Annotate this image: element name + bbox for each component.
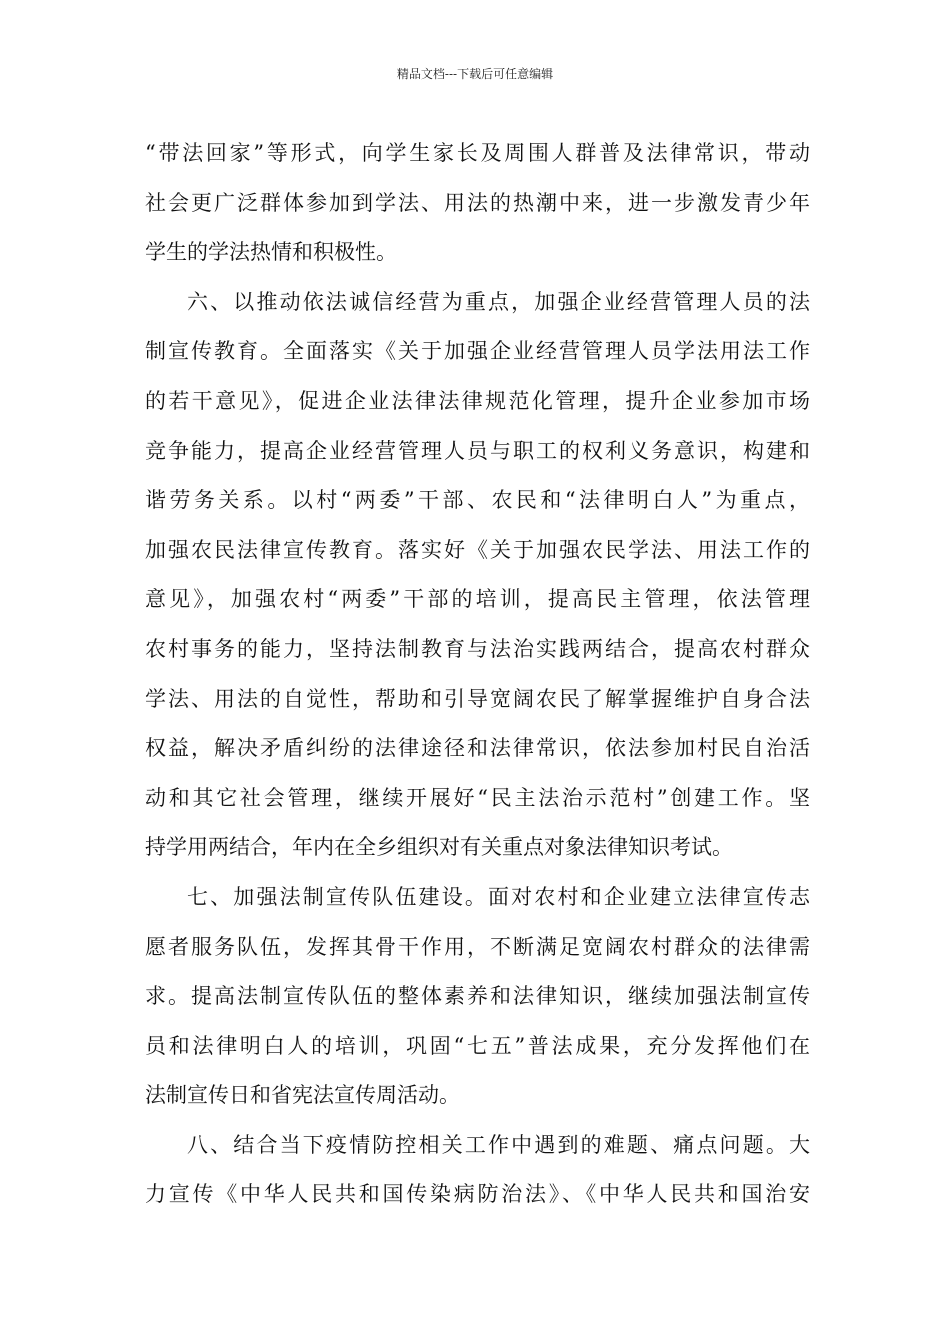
document-body <box>145 129 810 1220</box>
text-line: 法制宣传日和省宪法宣传周活动。 <box>145 1083 460 1108</box>
paragraph-start-line: 八、结合当下疫情防控相关工作中遇到的难题、痛点问题。大 <box>187 1132 810 1157</box>
paragraph-start-line: 六、以推动依法诚信经营为重点，加强企业经营管理人员的法 <box>187 289 810 314</box>
text-line: 社会更广泛群体参加到学法、用法的热潮中来，进一步激发青少年 <box>145 190 810 215</box>
text-line: “带法回家”等形式，向学生家长及周围人群普及法律常识，带动 <box>145 141 810 165</box>
text-line: 制宣传教育。全面落实《关于加强企业经营管理人员学法用法工作 <box>145 339 810 364</box>
text-line: 求。提高法制宣传队伍的整体素养和法律知识，继续加强法制宣传 <box>145 984 810 1009</box>
text-line: 意见》，加强农村“两委”干部的培训，提高民主管理，依法管理 <box>145 587 810 612</box>
text-line: 竞争能力，提高企业经营管理人员与职工的权利义务意识，构建和 <box>145 438 810 463</box>
text-line: 的若干意见》，促进企业法律法律规范化管理，提升企业参加市场 <box>145 388 810 413</box>
page-header: 精品文档---下载后可任意编辑 <box>396 67 554 81</box>
text-line: 谐劳务关系。以村“两委”干部、农民和“法律明白人”为重点， <box>145 488 810 513</box>
text-line: 愿者服务队伍，发挥其骨干作用，不断满足宽阔农村群众的法律需 <box>145 934 810 959</box>
text-line: 权益，解决矛盾纠纷的法律途径和法律常识，依法参加村民自治活 <box>145 736 810 761</box>
text-line: 加强农民法律宣传教育。落实好《关于加强农民学法、用法工作的 <box>145 537 810 562</box>
text-line: 学法、用法的自觉性，帮助和引导宽阔农民了解掌握维护自身合法 <box>145 686 810 711</box>
text-line: 员和法律明白人的培训，巩固“七五”普法成果，充分发挥他们在 <box>145 1033 810 1058</box>
text-line: 学生的学法热情和积极性。 <box>145 240 397 265</box>
text-line: 持学用两结合，年内在全乡组织对有关重点对象法律知识考试。 <box>145 835 733 860</box>
text-line: 力宣传《中华人民共和国传染病防治法》、《中华人民共和国治安 <box>145 1182 810 1207</box>
text-line: 农村事务的能力，坚持法制教育与法治实践两结合，提高农村群众 <box>145 636 810 661</box>
text-line: 动和其它社会管理，继续开展好“民主法治示范村”创建工作。坚 <box>145 785 810 810</box>
paragraph-start-line: 七、加强法制宣传队伍建设。面对农村和企业建立法律宣传志 <box>187 884 810 909</box>
